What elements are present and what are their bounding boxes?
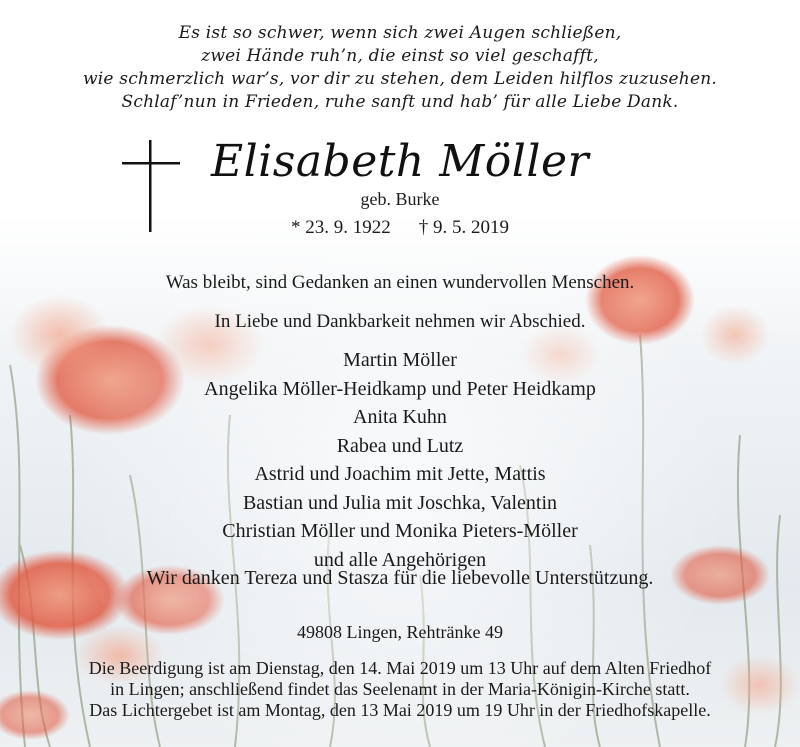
poem-line: zwei Hände ruh’n, die einst so viel geschafft, [201,46,599,66]
deceased-name: Elisabeth Möller [210,136,590,187]
mourners-list [0,346,800,574]
mourner-line: Angelika Möller-Heidkamp und Peter Heidkamp [204,377,596,400]
poem-line: wie schmerzlich war’s, vor dir zu stehen, dem Leiden hilflos zuzusehen. [83,69,717,89]
mourner-line: Anita Kuhn [353,406,447,428]
mourner-line: Rabea und Lutz [336,434,464,457]
poem-line: Es ist so schwer, wenn sich zwei Augen schließen, [178,23,622,43]
thanks-text: Wir danken Tereza und Stasza für die liebevolle Unterstützung. [146,567,654,589]
remembrance-text: Was bleibt, sind Gedanken an einen wundervollen Menschen. [165,272,635,293]
address: 49808 Lingen, Rehtränke 49 [297,622,503,642]
mourner-line: Christian Möller und Monika Pieters-Möller [222,520,578,542]
mourner-line: Astrid und Joachim mit Jette, Mattis [254,463,546,485]
mourner-line: Martin Möller [343,349,457,371]
life-dates [0,217,800,239]
poem-line: Schlaf’nun in Frieden, ruhe sanft und hab’ für alle Liebe Dank. [121,92,679,112]
mourner-line: Bastian und Julia mit Joschka, Valentin [242,491,558,514]
mourner-line: und alle Angehörigen [313,548,487,571]
funeral-line: in Lingen; anschließend findet das Seelenamt in der Maria-Königin-Kirche statt. [110,679,690,699]
birth-date: * 23. 9. 1922 [291,217,391,238]
funeral-info [0,658,800,721]
farewell-text: In Liebe und Dankbarkeit nehmen wir Abschied. [214,311,586,332]
funeral-line: Das Lichtergebet ist am Montag, den 13 Mai 2019 um 19 Uhr in der Friedhofskapelle. [89,700,711,720]
death-date: † 9. 5. 2019 [418,217,509,238]
maiden-name: geb. Burke [360,189,440,209]
funeral-line: Die Beerdigung ist am Dienstag, den 14. Mai 2019 um 13 Uhr auf dem Alten Friedhof [88,658,712,678]
poem [0,22,800,114]
